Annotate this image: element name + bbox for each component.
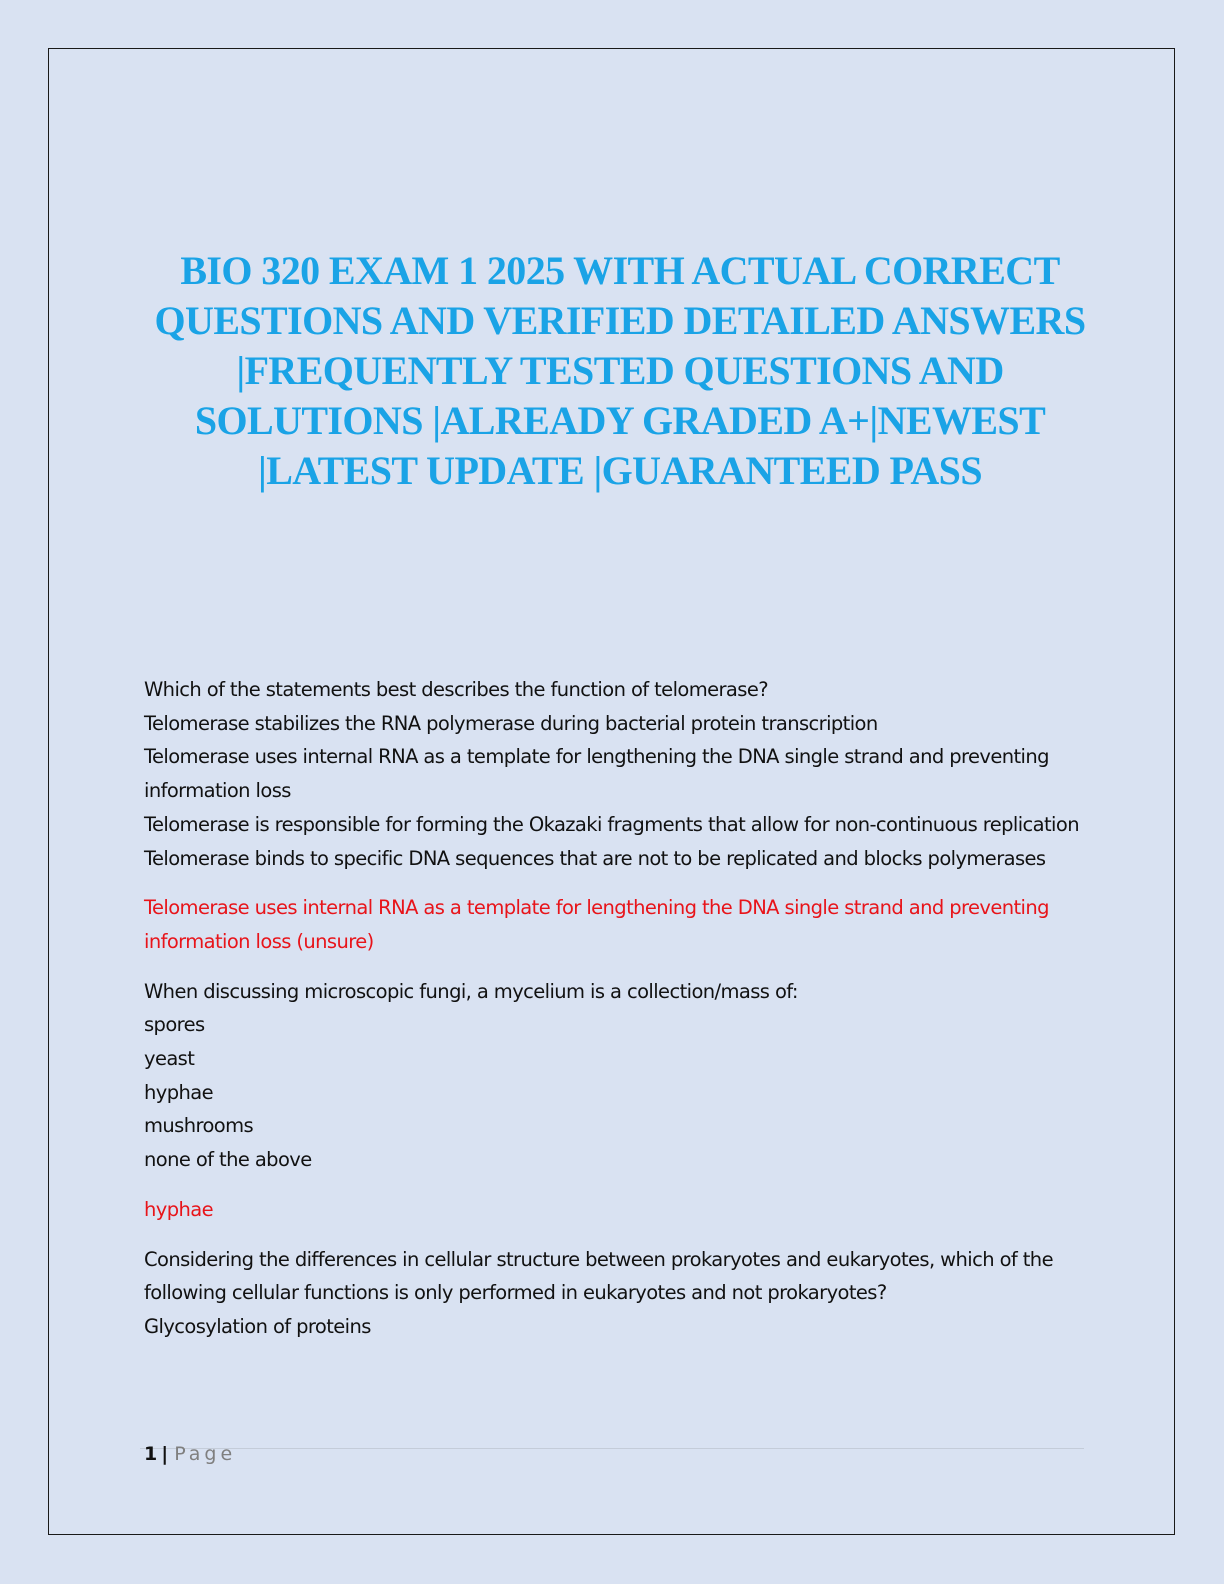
answer-block-2 <box>144 1193 1084 1227</box>
answer-option: Telomerase binds to specific DNA sequences that are not to be replicated and blocks polymerases <box>144 846 1046 870</box>
answer-option: none of the above <box>144 1148 312 1172</box>
answer-option: Telomerase is responsible for forming the Okazaki fragments that allow for non-continuous replication <box>144 812 1079 836</box>
answer-option: spores <box>144 1013 205 1037</box>
footer-separator: | <box>161 1443 169 1465</box>
answer-option: mushrooms <box>144 1114 254 1138</box>
page-number: 1 <box>144 1443 158 1465</box>
page-label: Page <box>174 1443 237 1465</box>
document-title: BIO 320 EXAM 1 2025 WITH ACTUAL CORRECT QUESTIONS AND VERIFIED DETAILED ANSWERS |FREQUENTLY TESTED QUESTIONS AND SOLUTIONS |ALREADY GRADED A+|NEWEST |LATEST UPDATE |GUARANTEED PASS <box>154 248 1086 493</box>
question-text: Considering the differences in cellular structure between prokaryotes and eukaryotes, which of the following cellular functions is only performed in eukaryotes and not prokaryotes? <box>144 1247 1053 1305</box>
correct-answer: Telomerase uses internal RNA as a template for lengthening the DNA single strand and preventing information loss (unsure) <box>144 896 1049 953</box>
question-block-2 <box>144 975 1084 1177</box>
footer-divider <box>140 1448 1084 1449</box>
question-block-3 <box>144 1243 1084 1344</box>
answer-option: Telomerase uses internal RNA as a template for lengthening the DNA single strand and preventing information loss <box>144 745 1049 803</box>
question-block-1 <box>144 673 1084 875</box>
question-text: When discussing microscopic fungi, a mycelium is a collection/mass of: <box>144 979 798 1003</box>
answer-option: yeast <box>144 1047 195 1071</box>
correct-answer: hyphae <box>144 1197 213 1221</box>
document-body <box>144 673 1084 1360</box>
answer-option: hyphae <box>144 1080 213 1104</box>
answer-option: Glycosylation of proteins <box>144 1314 371 1338</box>
question-text: Which of the statements best describes the function of telomerase? <box>144 678 768 701</box>
answer-block-1 <box>144 891 1084 958</box>
page-footer <box>144 1442 236 1466</box>
answer-option: Telomerase stabilizes the RNA polymerase during bacterial protein transcription <box>144 711 878 735</box>
